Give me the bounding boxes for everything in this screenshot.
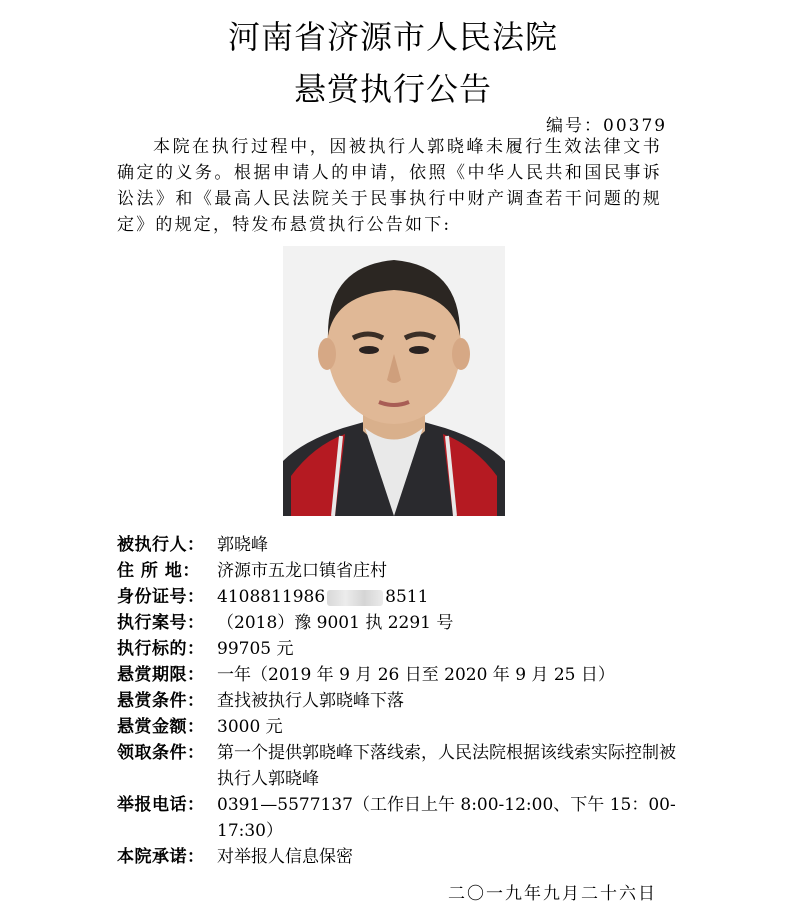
field-id-number <box>117 584 677 610</box>
field-promise <box>117 844 677 870</box>
notice-title: 悬赏执行公告 <box>293 70 492 108</box>
field-value: 一年（2019 年 9 月 26 日至 2020 年 9 月 25 日） <box>217 665 615 685</box>
field-address <box>117 558 677 584</box>
field-label: 悬赏条件： <box>117 691 205 711</box>
field-value <box>217 584 677 610</box>
id-prefix: 4108811986 <box>217 587 326 607</box>
field-label: 悬赏期限： <box>117 665 205 685</box>
field-value: 查找被执行人郭晓峰下落 <box>217 691 404 711</box>
field-label: 被执行人： <box>117 535 205 555</box>
field-value: 第一个提供郭晓峰下落线索，人民法院根据该线索实际控制被执行人郭晓峰 <box>217 743 676 789</box>
portrait-illustration <box>283 246 505 516</box>
field-case-number <box>117 610 677 636</box>
field-period <box>117 662 677 688</box>
field-value: 郭晓峰 <box>217 535 268 555</box>
field-value: 99705 元 <box>217 639 294 659</box>
field-claim-condition <box>117 740 677 792</box>
field-condition <box>117 688 677 714</box>
field-label: 举报电话： <box>117 795 205 815</box>
field-target-amount <box>117 636 677 662</box>
field-label: 身份证号： <box>117 587 205 607</box>
field-reward-amount <box>117 714 677 740</box>
notice-fields <box>117 532 677 870</box>
field-value: （2018）豫 9001 执 2291 号 <box>217 613 454 633</box>
id-suffix: 8511 <box>385 587 429 607</box>
field-label: 执行案号： <box>117 613 205 633</box>
field-label: 领取条件： <box>117 743 205 763</box>
document-number: 编号：00379 <box>546 116 668 136</box>
field-person <box>117 532 677 558</box>
field-value: 济源市五龙口镇省庄村 <box>217 561 387 581</box>
court-name-title: 河南省济源市人民法院 <box>227 18 558 56</box>
field-label: 住 所 地： <box>117 561 200 581</box>
field-label: 执行标的： <box>117 639 205 659</box>
intro-paragraph: 本院在执行过程中，因被执行人郭晓峰未履行生效法律文书确定的义务。根据申请人的申请，依照《中华人民共和国民事诉讼法》和《最高人民法院关于民事执行中财产调查若干问题的规定》的规定，特发布悬赏执行公告如下: <box>117 137 662 235</box>
field-label: 本院承诺： <box>117 847 205 867</box>
field-label: 悬赏金额： <box>117 717 205 737</box>
field-phone <box>117 792 677 844</box>
field-value: 对举报人信息保密 <box>217 847 353 867</box>
field-value: 3000 元 <box>217 717 283 737</box>
person-photo <box>283 246 505 516</box>
field-value: 0391—5577137（工作日上午 8:00-12:00、下午 15：00-17:30） <box>217 795 676 841</box>
issue-date: 二〇一九年九月二十六日 <box>448 884 657 904</box>
redaction-blur <box>327 590 383 606</box>
